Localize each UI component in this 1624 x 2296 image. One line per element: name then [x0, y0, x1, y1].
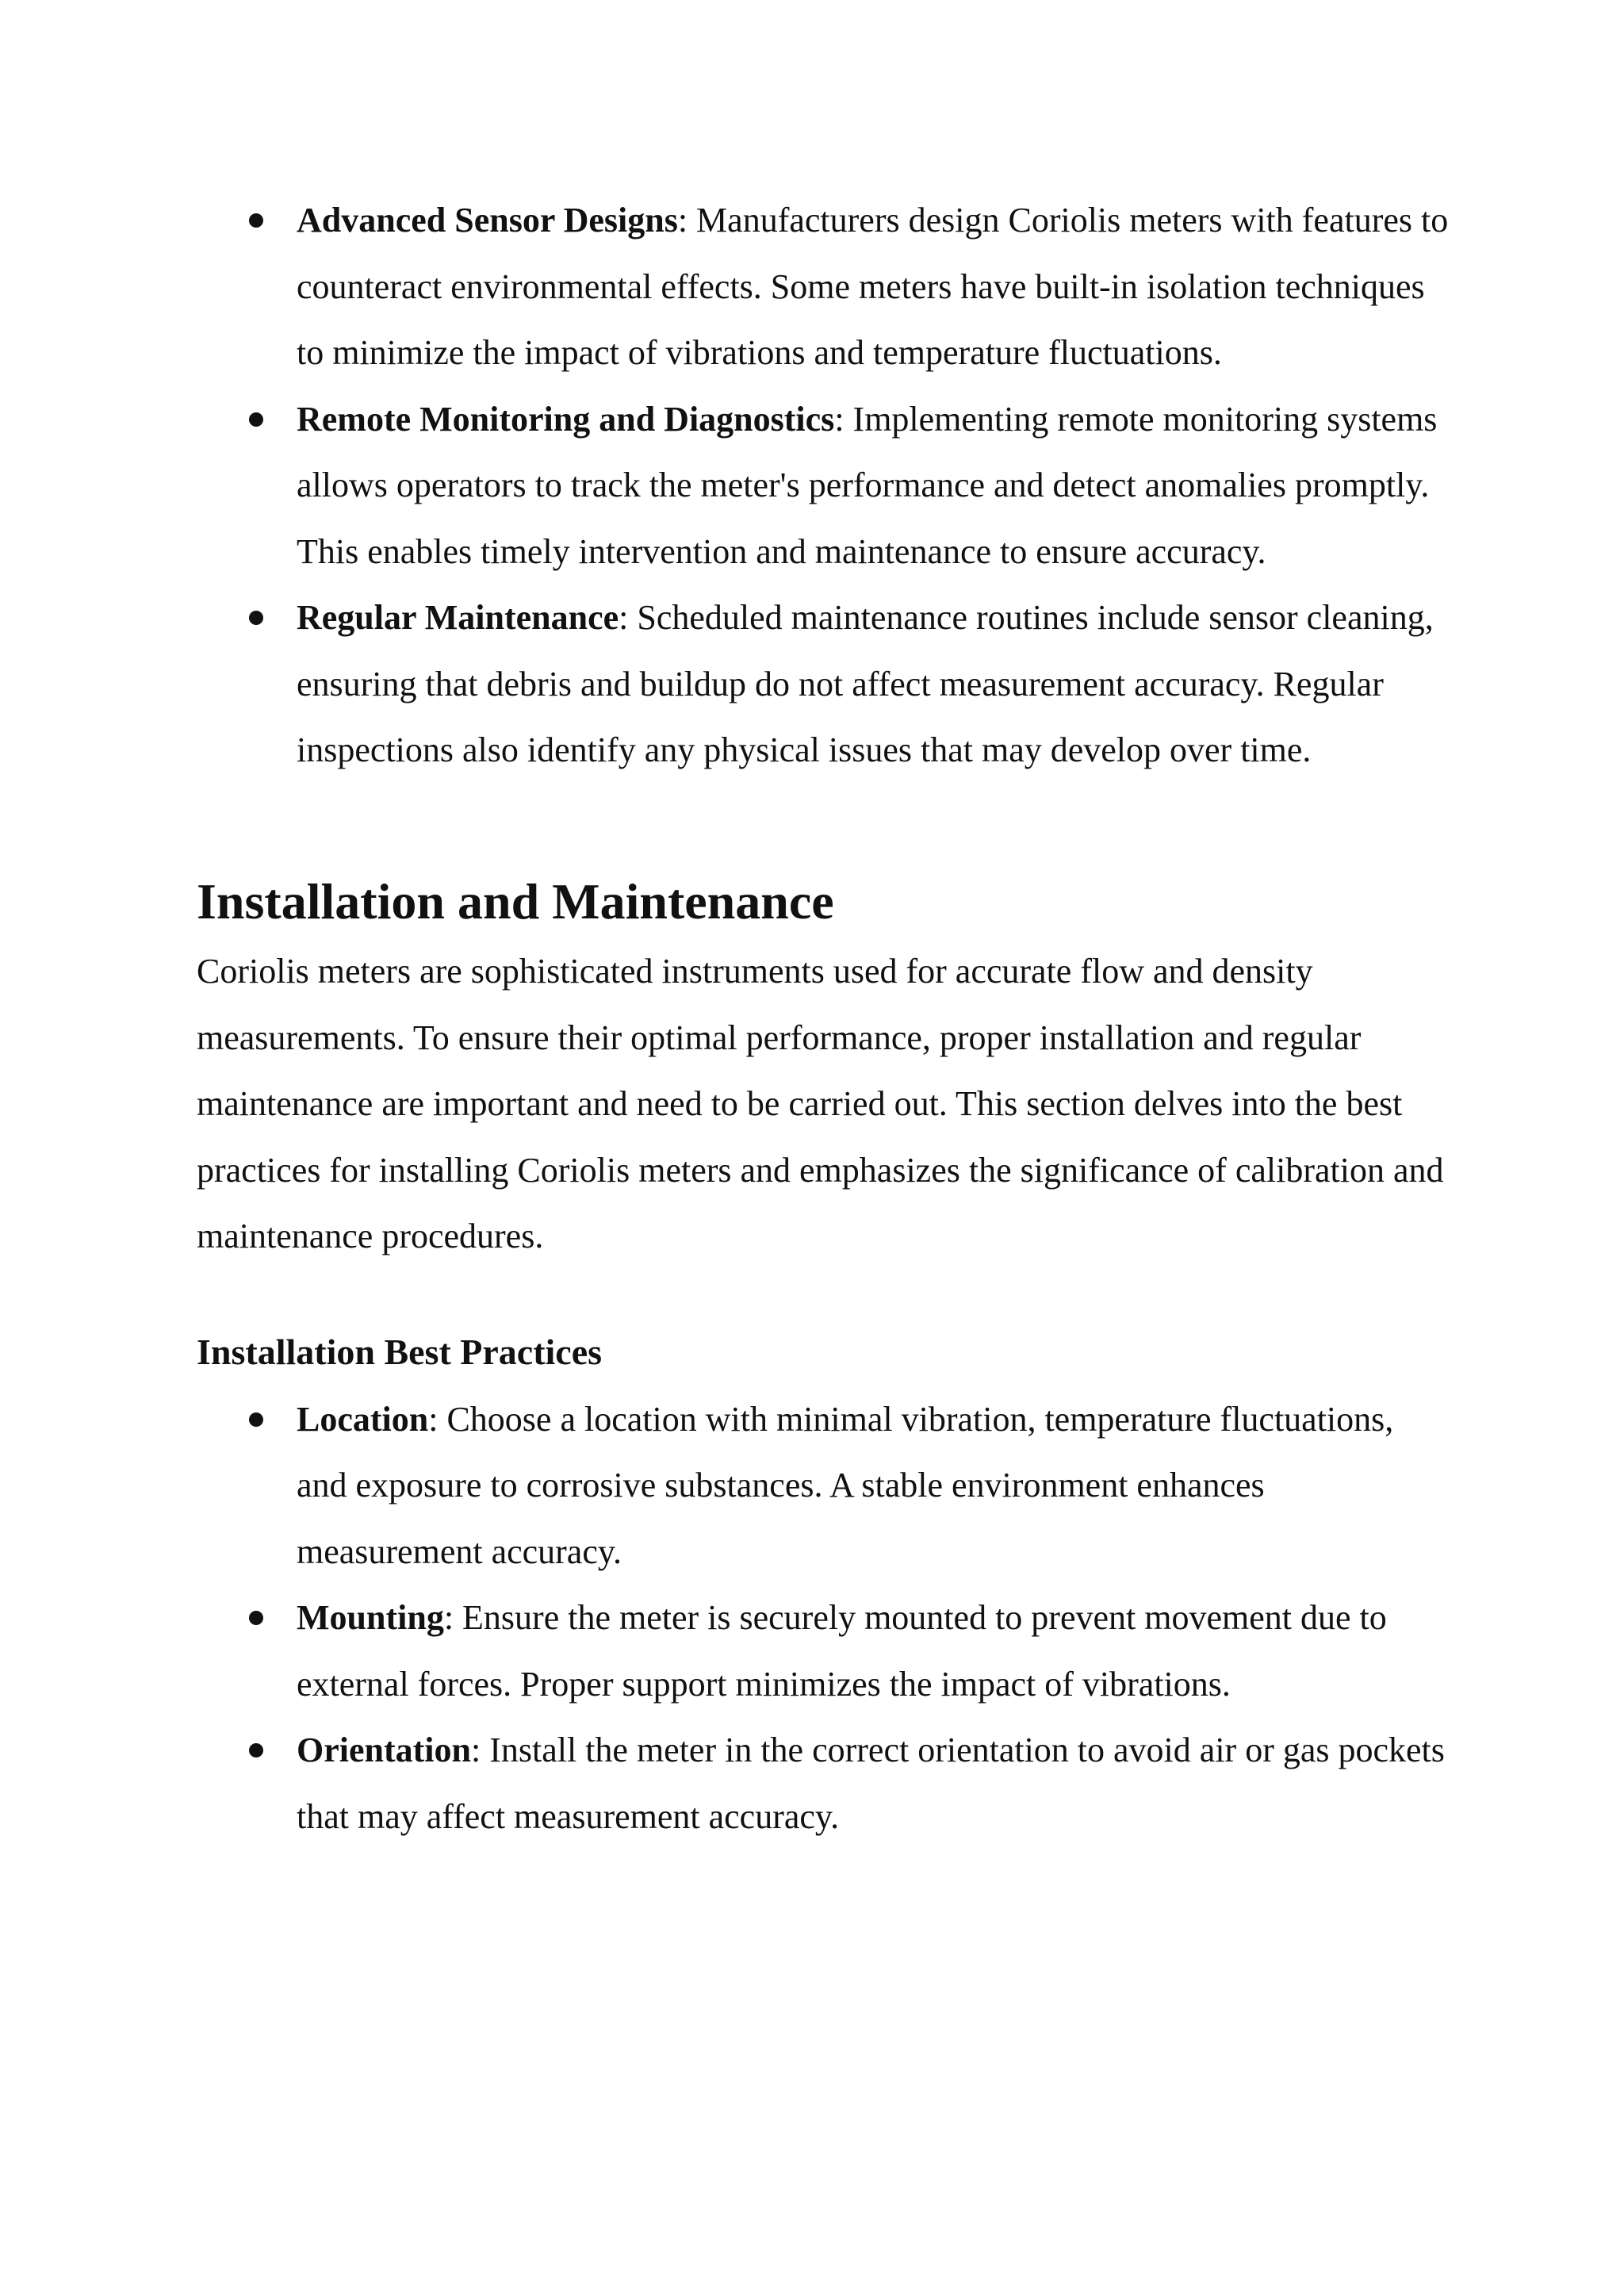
page-content — [197, 187, 1450, 1849]
bullet-icon — [249, 213, 263, 228]
list-item-text: : Implementing remote monitoring systems allows operators to track the meter's performance and detect anomalies promptly. This enables timely intervention and maintenance to ensure accuracy. — [297, 399, 1438, 571]
list-item-text: : Install the meter in the correct orientation to avoid air or gas pockets that may affect measurement accuracy. — [297, 1731, 1445, 1836]
list-item-text: : Choose a location with minimal vibration, temperature fluctuations, and exposure to corrosive substances. A stable environment enhances measurement accuracy. — [297, 1399, 1394, 1571]
bullet-icon — [249, 1412, 263, 1427]
bullet-list-installation — [197, 1386, 1450, 1850]
list-item-text: : Scheduled maintenance routines include sensor cleaning, ensuring that debris and buildup do not affect measurement accuracy. Regular inspections also identify any physical issues that may develop over time. — [297, 598, 1434, 769]
list-item-text: : Ensure the meter is securely mounted to prevent movement due to external forces. Proper support minimizes the impact of vibrations. — [297, 1598, 1387, 1704]
list-item-term: Location — [297, 1399, 429, 1439]
bullet-icon — [249, 1743, 263, 1757]
list-item — [197, 585, 1450, 784]
bullet-icon — [249, 412, 263, 427]
subsection-heading: Installation Best Practices — [197, 1331, 603, 1372]
section-heading: Installation and Maintenance — [197, 872, 834, 930]
list-item-text: : Manufacturers design Coriolis meters with features to counteract environmental effects. Some meters have built-in isolation techniques to minimize the impact of vibrations and temperature fluctuations. — [297, 201, 1449, 372]
list-item-term: Mounting — [297, 1598, 444, 1638]
list-item-term: Advanced Sensor Designs — [297, 201, 678, 240]
list-item — [197, 1585, 1450, 1717]
list-item-term: Orientation — [297, 1731, 471, 1770]
list-item — [197, 187, 1450, 386]
bullet-icon — [249, 1611, 263, 1625]
list-item-term: Regular Maintenance — [297, 598, 619, 637]
bullet-icon — [249, 611, 263, 625]
list-item-term: Remote Monitoring and Diagnostics — [297, 399, 835, 439]
list-item — [197, 1386, 1450, 1585]
section-paragraph: Coriolis meters are sophisticated instruments used for accurate flow and density measurements. To ensure their optimal performance, proper installation and regular maintenance are important and need to be carried out. This section delves into the best practices for installing Coriolis meters and emphasizes the significance of calibration and maintenance procedures. — [197, 952, 1444, 1256]
list-item — [197, 1717, 1450, 1849]
list-item — [197, 386, 1450, 585]
bullet-list-accuracy — [197, 187, 1450, 784]
